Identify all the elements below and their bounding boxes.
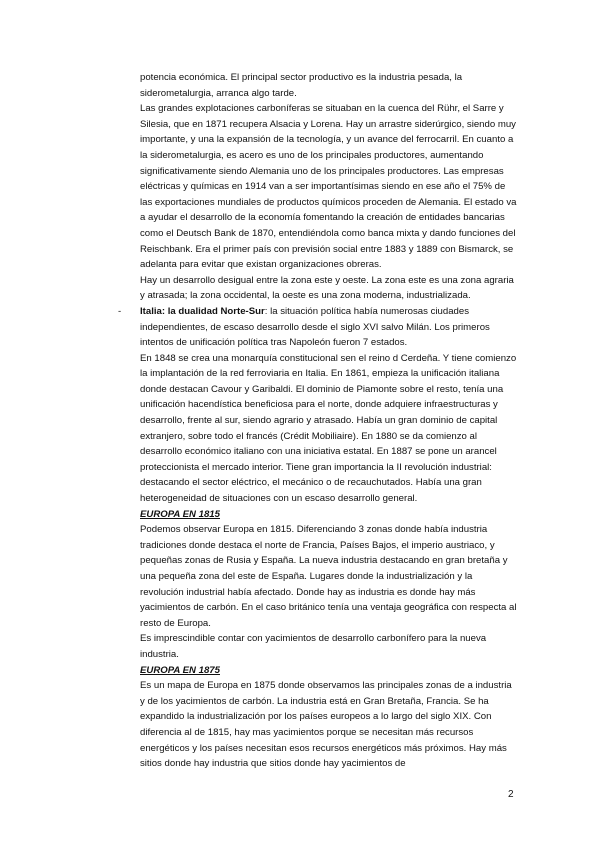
paragraph: potencia económica. El principal sector productivo es la industria pesada, la siderometalurgia, arranca algo tarde. — [140, 72, 463, 99]
page-number: 2 — [508, 789, 514, 800]
text-column — [118, 70, 518, 772]
paragraph: Hay un desarrollo desigual entre la zona este y oeste. La zona este es una zona agraria y atrasada; la zona occidental, la oeste es una zona moderna, industrializada. — [140, 274, 514, 302]
paragraph: Podemos observar Europa en 1815. Diferenciando 3 zonas donde había industria tradiciones donde destaca el norte de Francia, Países Bajos, el imperio austriaco, y pequeñas zonas de Rusia y España. La nueva industria destacando en gran bretaña y una pequeña zona del este de España. Lugares donde la industrialización y la revolución industrial había afectado. Donde hay as industria es donde hay más yacimientos de carbón. En el caso británico tenía una ventaja geográfica con respecta al resto de Europa. — [140, 524, 517, 629]
section-heading-1815: EUROPA EN 1815 — [140, 508, 220, 520]
paragraph: Es imprescindible contar con yacimientos de desarrollo carbonífero para la nueva industria. — [140, 633, 487, 660]
italia-text: : la situación política había numerosas ciudades independientes, de escaso desarrollo desde el siglo XVI salvo Milán. Los primeros intentos de unificación política tras Napoleón fueron 7 estados. — [140, 305, 490, 349]
paragraph: Las grandes explotaciones carboníferas se situaban en la cuenca del Rühr, el Sarre y Silesia, que en 1871 recupera Alsacia y Lorena. Hay un arrastre siderúrgico, siendo muy importante, y una la expansión de la tecnología, y un avance del ferrocarril. En cuanto a la siderometalurgia, es acero es uno de los principales productores, aumentando significativamente siendo Alemania uno de los principales productores. Las empresas eléctricas y químicas en 1914 van a ser importantísimas siendo en ese año el 75% de las exportaciones mundiales de productos químicos proceden de Alemania. El estado va a ayudar el desarrollo de la economía fomentando la creación de entidades bancarias como el Deutsch Bank de 1870, entendiéndola como banca mixta y dando funciones del Reischbank. Era el primer país con previsión social entre 1883 y 1889 con Bismarck, se adelanta para evitar que existan organizaciones obreras. — [140, 103, 517, 271]
list-item-italia — [118, 304, 518, 351]
bullet-dash: - — [118, 305, 122, 317]
section-heading-1875: EUROPA EN 1875 — [140, 664, 220, 676]
paragraph: En 1848 se crea una monarquía constitucional sen el reino d Cerdeña. Y tiene comienzo la implantación de la red ferroviaria en Italia. En 1861, empieza la unificación italiana donde destacan Cavour y Garibaldi. El dominio de Piamonte sobre el resto, tenía una unificación hacendística beneficiosa para el norte, donde adquiere infraestructuras y desarrollo, frente al sur, siendo agrario y atrasado. Había un gran dominio de capital extranjero, sobre todo el francés (Crédit Mobiliaire). En 1880 se da comienzo al desarrollo económico italiano con una iniciativa estatal. En 1887 se pone un arancel proteccionista el mercado interior. Tiene gran importancia la II revolución industrial: destacando el sector eléctrico, el mecánico o de recauchutados. Había una gran heterogeneidad de situaciones con un escaso desarrollo general. — [140, 352, 517, 505]
paragraph: Es un mapa de Europa en 1875 donde observamos las principales zonas de a industria y de los yacimientos de carbón. La industria está en Gran Bretaña, Francia. Se ha expandido la industrialización por los países europeos a lo largo del siglo XIX. Con diferencia al de 1815, hay mas yacimientos porque se necesitan más recursos energéticos y los países necesitan esos recursos energéticos más próximos. Hay más sitios donde hay industria que sitios donde hay yacimientos de — [140, 680, 512, 770]
italia-lead: Italia: la dualidad Norte-Sur — [140, 305, 265, 317]
